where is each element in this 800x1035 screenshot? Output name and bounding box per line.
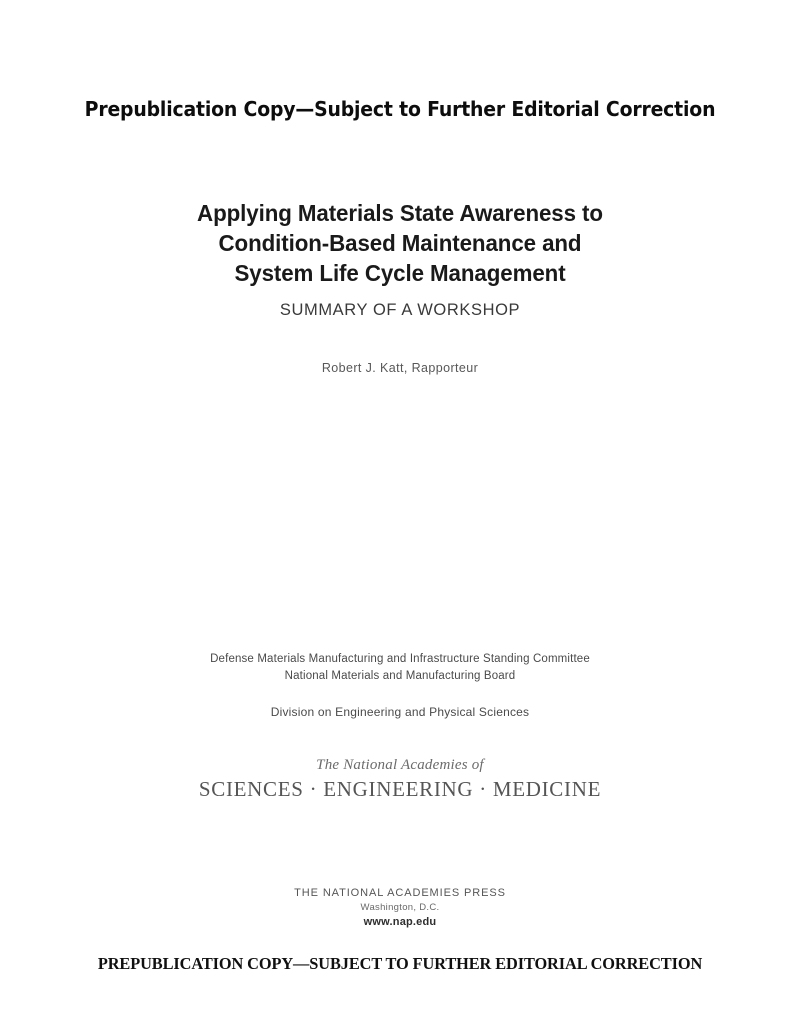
publisher-name: THE NATIONAL ACADEMIES PRESS (294, 887, 506, 899)
subtitle: SUMMARY OF A WORKSHOP (279, 301, 521, 319)
academies-caps-line: SCIENCES · ENGINEERING · MEDICINE (198, 777, 602, 801)
committee-block (0, 651, 800, 685)
publisher-imprint (0, 887, 800, 928)
footer-notice: PREPUBLICATION COPY—SUBJECT TO FURTHER EDITORIAL CORRECTION (97, 954, 703, 973)
committee-name: Defense Materials Manufacturing and Infrastructure Standing Committee (210, 653, 590, 665)
national-academies-logo (0, 757, 800, 802)
rapporteur-byline: Robert J. Katt, Rapporteur (321, 361, 479, 375)
publisher-city: Washington, D.C. (360, 902, 440, 913)
title-line-1: Applying Materials State Awareness to (197, 200, 603, 226)
title-line-2: Condition-Based Maintenance and (218, 230, 582, 256)
title-line-3: System Life Cycle Management (234, 260, 566, 286)
division-name: Division on Engineering and Physical Sciences (270, 705, 530, 719)
publisher-url: www.nap.edu (363, 916, 437, 928)
board-name: National Materials and Manufacturing Board (284, 670, 516, 682)
academies-script-line: The National Academies of (316, 757, 484, 773)
running-head: Prepublication Copy—Subject to Further Editorial Correction (84, 97, 716, 121)
page-title (0, 198, 800, 288)
